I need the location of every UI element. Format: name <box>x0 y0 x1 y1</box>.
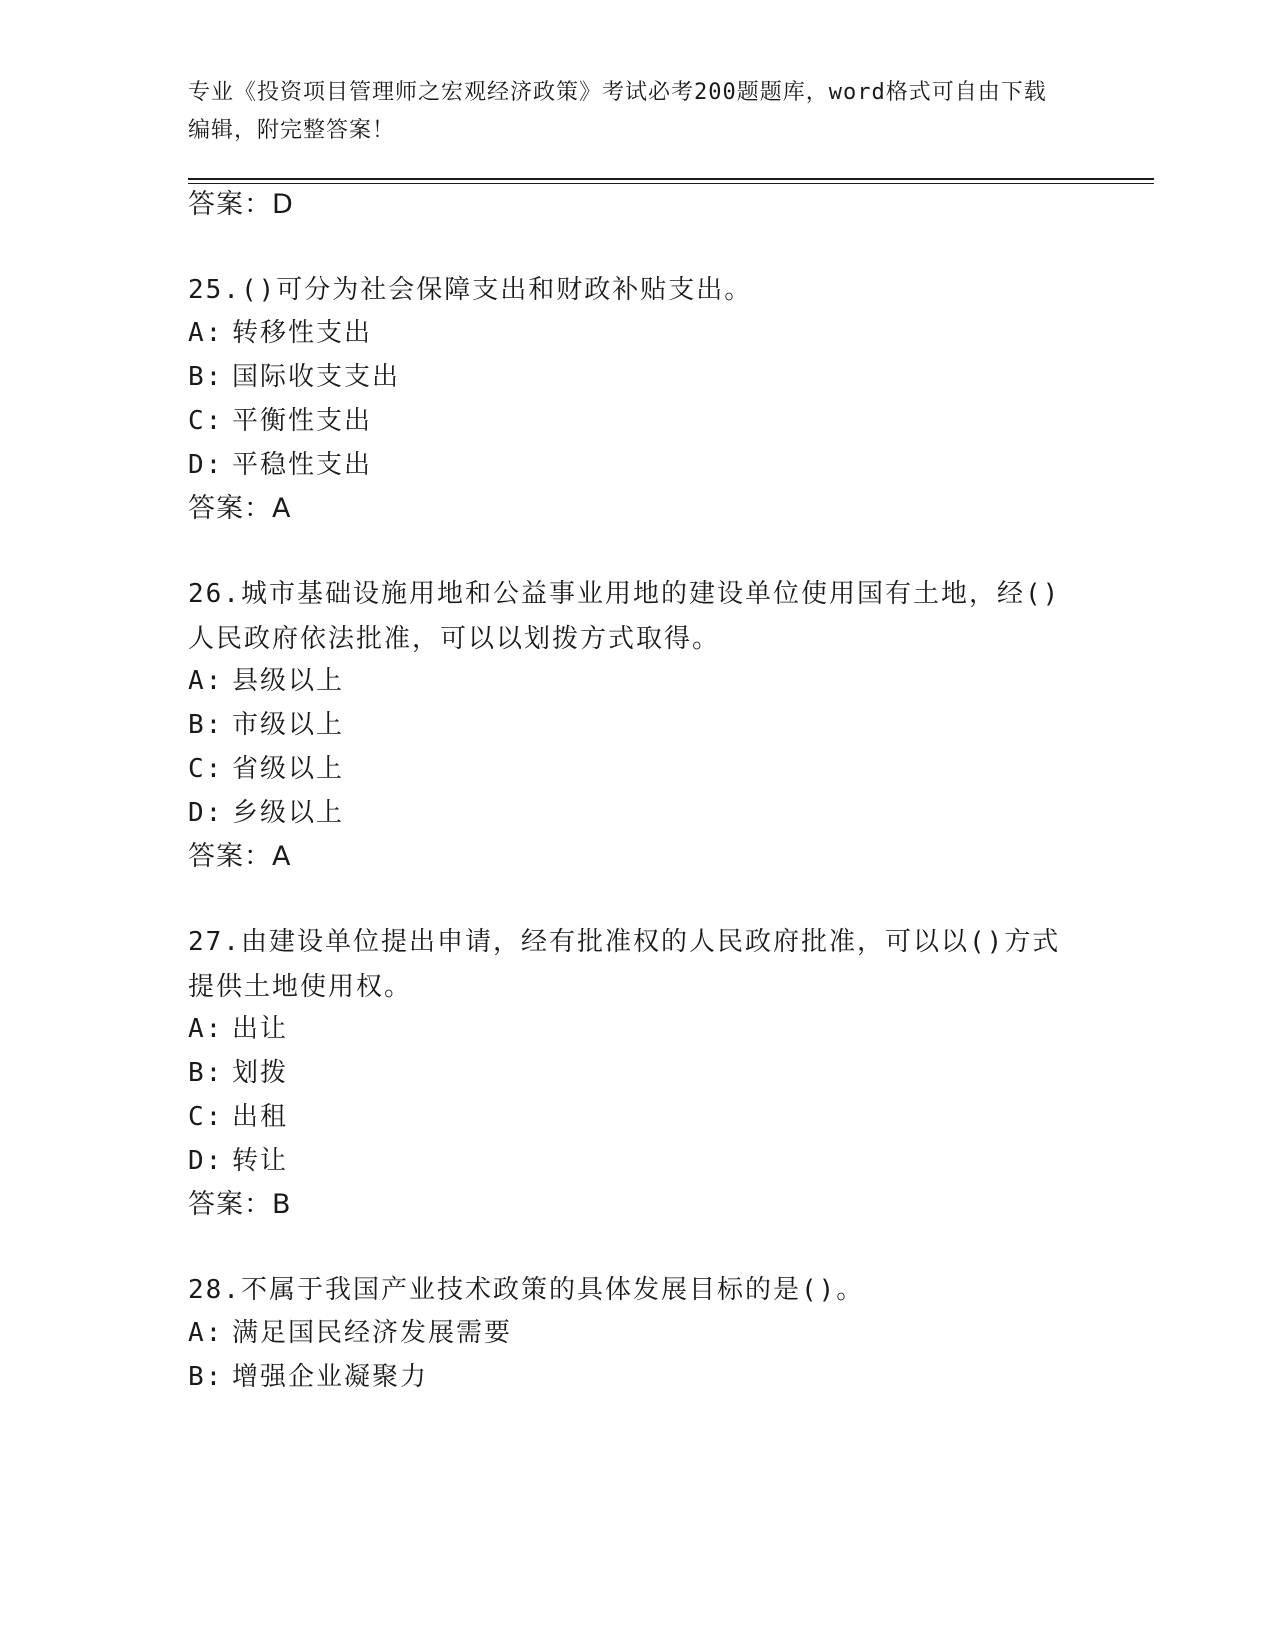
option-text: 满足国民经济发展需要 <box>232 1318 513 1348</box>
option-text: 划拨 <box>232 1058 289 1088</box>
option-letter: B: <box>188 710 224 740</box>
option-letter: A: <box>188 1318 224 1348</box>
answer-prev: 答案：D <box>188 189 294 220</box>
option-letter: A: <box>188 666 224 696</box>
option-letter: C: <box>188 754 224 784</box>
option-letter: B: <box>188 362 224 392</box>
question-27-option-d <box>188 1142 288 1180</box>
header-rule <box>188 178 1154 180</box>
question-25-stem: 25.()可分为社会保障支出和财政补贴支出。 <box>188 275 753 305</box>
question-26-option-b <box>188 706 344 744</box>
option-letter: A: <box>188 318 224 348</box>
option-text: 转让 <box>232 1146 289 1176</box>
question-25-option-c <box>188 402 372 440</box>
question-28-option-b <box>188 1358 428 1396</box>
question-27-stem: 27.由建设单位提出申请，经有批准权的人民政府批准，可以以()方式提供土地使用权。 <box>188 927 1061 1002</box>
question-26-stem: 26.城市基础设施用地和公益事业用地的建设单位使用国有土地，经()人民政府依法批准，可以以划拨方式取得。 <box>188 579 1061 654</box>
question-26-answer: 答案：A <box>188 841 292 872</box>
question-27-option-c <box>188 1098 288 1136</box>
question-27-answer: 答案：B <box>188 1189 292 1220</box>
header-rule-thin <box>188 183 1154 184</box>
option-letter: A: <box>188 1014 224 1044</box>
option-letter: D: <box>188 798 224 828</box>
question-28-stem: 28.不属于我国产业技术政策的具体发展目标的是()。 <box>188 1275 865 1305</box>
option-text: 省级以上 <box>232 754 345 784</box>
option-letter: C: <box>188 1102 224 1132</box>
option-letter: C: <box>188 406 224 436</box>
question-25-option-d <box>188 446 372 484</box>
question-25-option-b <box>188 358 400 396</box>
option-text: 平衡性支出 <box>232 406 373 436</box>
question-25-option-a <box>188 314 372 352</box>
question-26-option-a <box>188 662 344 700</box>
option-text: 出让 <box>232 1014 289 1044</box>
option-text: 出租 <box>232 1102 289 1132</box>
option-letter: B: <box>188 1058 224 1088</box>
option-text: 乡级以上 <box>232 798 345 828</box>
option-letter: D: <box>188 450 224 480</box>
option-text: 转移性支出 <box>232 318 373 348</box>
option-text: 增强企业凝聚力 <box>232 1362 429 1392</box>
option-text: 平稳性支出 <box>232 450 373 480</box>
option-letter: D: <box>188 1146 224 1176</box>
question-28-option-a <box>188 1314 512 1352</box>
option-letter: B: <box>188 1362 224 1392</box>
question-25-answer: 答案：A <box>188 493 292 524</box>
question-27-option-b <box>188 1054 288 1092</box>
question-26-option-d <box>188 794 344 832</box>
page-header: 专业《投资项目管理师之宏观经济政策》考试必考200题题库，word格式可自由下载编辑，附完整答案！ <box>188 80 1047 143</box>
question-27-option-a <box>188 1010 288 1048</box>
option-text: 市级以上 <box>232 710 345 740</box>
option-text: 县级以上 <box>232 666 345 696</box>
option-text: 国际收支支出 <box>232 362 401 392</box>
question-26-option-c <box>188 750 344 788</box>
